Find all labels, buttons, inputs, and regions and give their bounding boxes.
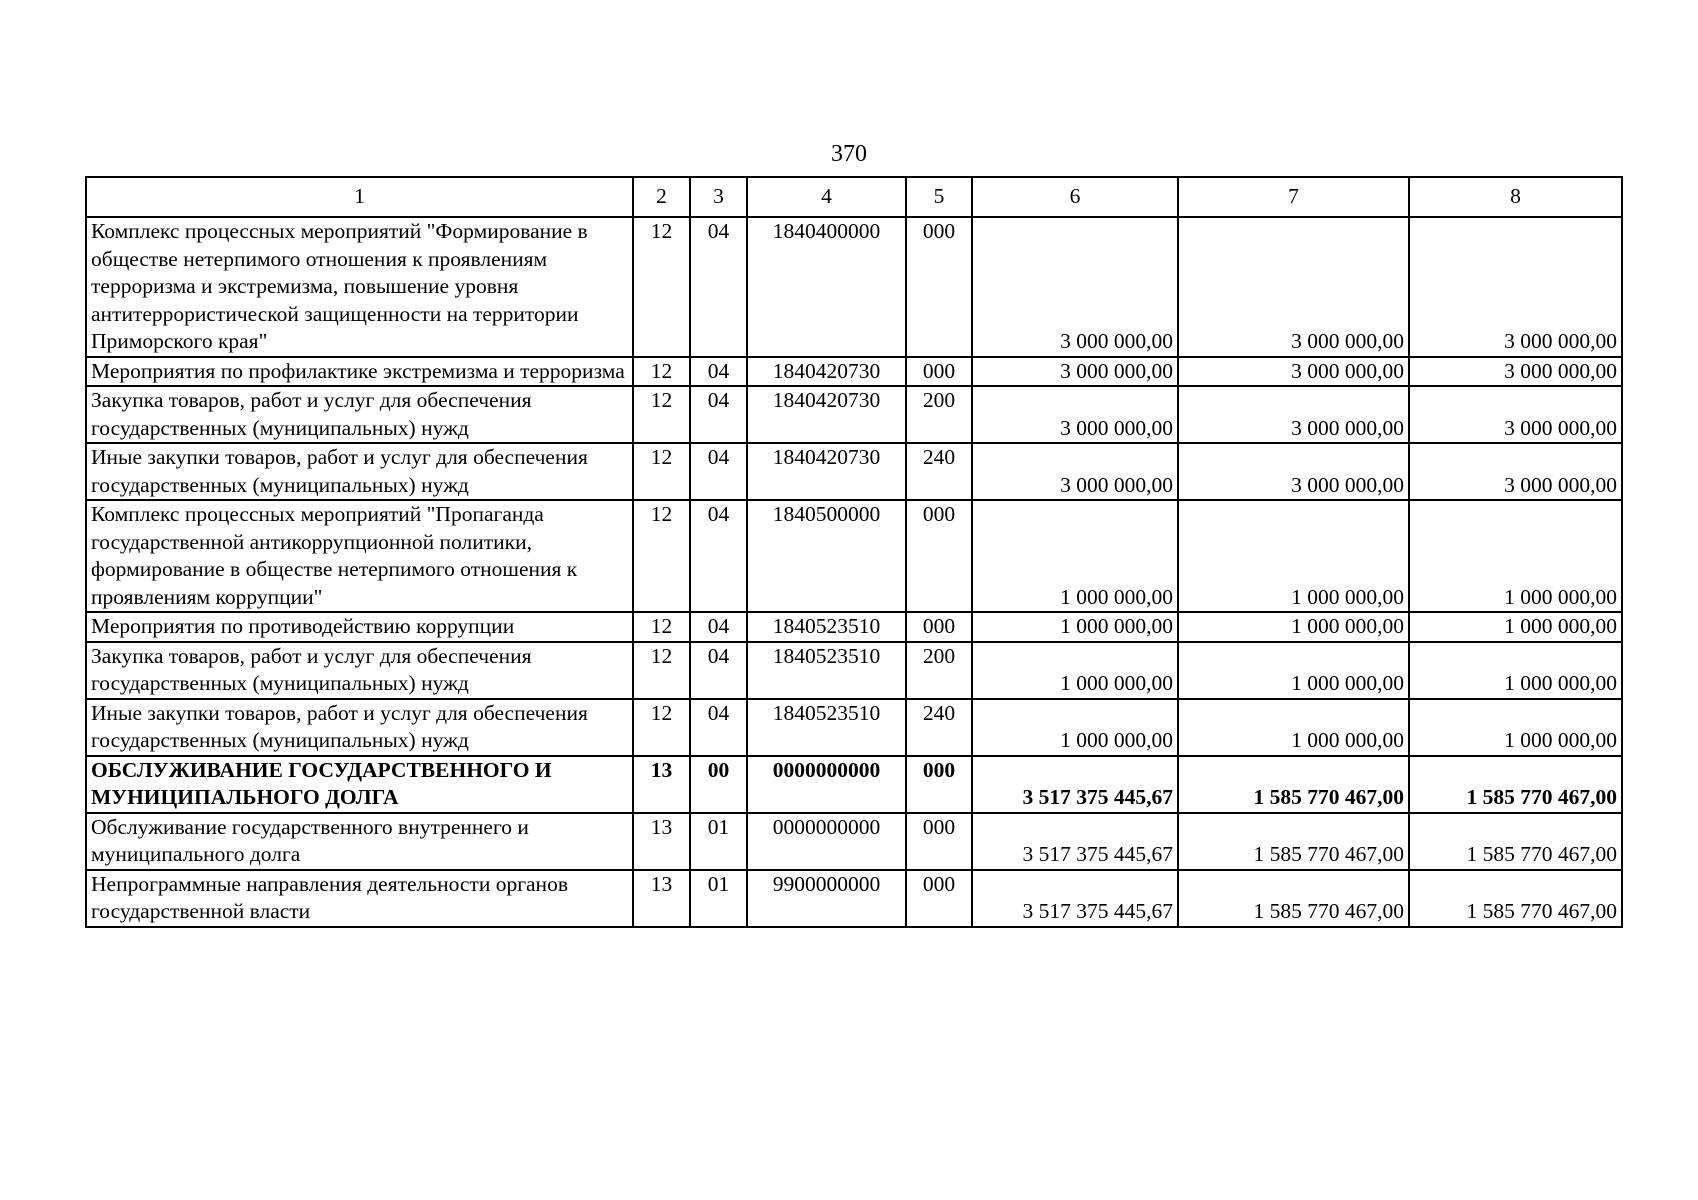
- amount-col-7: 3 000 000,00: [1178, 386, 1409, 443]
- table-row: [86, 813, 1622, 870]
- item-name: Мероприятия по профилактике экстремизма и терроризма: [86, 357, 633, 387]
- subsection-code: 04: [690, 612, 747, 642]
- section-code: 12: [633, 500, 690, 612]
- amount-col-6: 3 517 375 445,67: [972, 870, 1178, 927]
- table-row: [86, 386, 1622, 443]
- amount-col-8: 3 000 000,00: [1409, 443, 1622, 500]
- amount-col-8: 1 585 770 467,00: [1409, 870, 1622, 927]
- subsection-code: 04: [690, 217, 747, 357]
- table-row: [86, 699, 1622, 756]
- expense-type-code: 000: [906, 500, 972, 612]
- amount-col-7: 1 585 770 467,00: [1178, 813, 1409, 870]
- section-code: 12: [633, 642, 690, 699]
- amount-col-7: 1 000 000,00: [1178, 699, 1409, 756]
- section-code: 12: [633, 699, 690, 756]
- header-cell: 3: [690, 177, 747, 217]
- amount-col-6: 1 000 000,00: [972, 642, 1178, 699]
- amount-col-8: 3 000 000,00: [1409, 386, 1622, 443]
- expense-type-code: 000: [906, 756, 972, 813]
- target-article-code: 1840523510: [747, 612, 906, 642]
- item-name: Закупка товаров, работ и услуг для обеспечения государственных (муниципальных) нужд: [86, 642, 633, 699]
- item-name: Непрограммные направления деятельности органов государственной власти: [86, 870, 633, 927]
- target-article-code: 1840400000: [747, 217, 906, 357]
- expense-type-code: 240: [906, 443, 972, 500]
- subsection-code: 04: [690, 642, 747, 699]
- item-name: Обслуживание государственного внутреннего и муниципального долга: [86, 813, 633, 870]
- amount-col-7: 3 000 000,00: [1178, 217, 1409, 357]
- expense-type-code: 000: [906, 813, 972, 870]
- table-row: [86, 500, 1622, 612]
- subsection-code: 04: [690, 386, 747, 443]
- amount-col-7: 3 000 000,00: [1178, 443, 1409, 500]
- expense-type-code: 200: [906, 642, 972, 699]
- table-row: [86, 870, 1622, 927]
- section-code: 13: [633, 870, 690, 927]
- expense-type-code: 000: [906, 217, 972, 357]
- subsection-code: 04: [690, 443, 747, 500]
- amount-col-8: 1 000 000,00: [1409, 500, 1622, 612]
- target-article-code: 0000000000: [747, 756, 906, 813]
- page-number: 370: [831, 141, 867, 167]
- target-article-code: 1840420730: [747, 386, 906, 443]
- section-code: 12: [633, 357, 690, 387]
- amount-col-6: 3 000 000,00: [972, 443, 1178, 500]
- table-row: [86, 357, 1622, 387]
- target-article-code: 0000000000: [747, 813, 906, 870]
- expense-type-code: 240: [906, 699, 972, 756]
- budget-table: [85, 176, 1623, 928]
- amount-col-7: 1 000 000,00: [1178, 642, 1409, 699]
- amount-col-7: 1 000 000,00: [1178, 500, 1409, 612]
- header-cell: 7: [1178, 177, 1409, 217]
- table-row: [86, 642, 1622, 699]
- amount-col-7: 1 585 770 467,00: [1178, 756, 1409, 813]
- header-cell: 6: [972, 177, 1178, 217]
- table-row: [86, 217, 1622, 357]
- amount-col-8: 1 585 770 467,00: [1409, 813, 1622, 870]
- item-name: Иные закупки товаров, работ и услуг для обеспечения государственных (муниципальных) нужд: [86, 443, 633, 500]
- target-article-code: 1840420730: [747, 357, 906, 387]
- target-article-code: 9900000000: [747, 870, 906, 927]
- amount-col-8: 1 000 000,00: [1409, 699, 1622, 756]
- expense-type-code: 000: [906, 612, 972, 642]
- target-article-code: 1840523510: [747, 699, 906, 756]
- table-row: [86, 756, 1622, 813]
- header-cell: 1: [86, 177, 633, 217]
- header-cell: 5: [906, 177, 972, 217]
- item-name: Мероприятия по противодействию коррупции: [86, 612, 633, 642]
- subsection-code: 04: [690, 357, 747, 387]
- target-article-code: 1840523510: [747, 642, 906, 699]
- target-article-code: 1840420730: [747, 443, 906, 500]
- header-row: [86, 177, 1622, 217]
- table-row: [86, 443, 1622, 500]
- subsection-code: 04: [690, 500, 747, 612]
- amount-col-6: 1 000 000,00: [972, 612, 1178, 642]
- section-code: 12: [633, 443, 690, 500]
- amount-col-6: 3 517 375 445,67: [972, 756, 1178, 813]
- item-name: Комплекс процессных мероприятий "Пропаганда государственной антикоррупционной политики, формирование в обществе нетерпимого отношения к проявлениям коррупции": [86, 500, 633, 612]
- table-row: [86, 612, 1622, 642]
- subsection-code: 04: [690, 699, 747, 756]
- amount-col-6: 3 000 000,00: [972, 386, 1178, 443]
- subsection-code: 01: [690, 813, 747, 870]
- amount-col-6: 1 000 000,00: [972, 699, 1178, 756]
- header-cell: 4: [747, 177, 906, 217]
- amount-col-8: 3 000 000,00: [1409, 357, 1622, 387]
- section-code: 13: [633, 756, 690, 813]
- amount-col-8: 1 585 770 467,00: [1409, 756, 1622, 813]
- expense-type-code: 000: [906, 357, 972, 387]
- item-name: Закупка товаров, работ и услуг для обеспечения государственных (муниципальных) нужд: [86, 386, 633, 443]
- subsection-code: 00: [690, 756, 747, 813]
- amount-col-8: 3 000 000,00: [1409, 217, 1622, 357]
- amount-col-7: 1 000 000,00: [1178, 612, 1409, 642]
- amount-col-7: 3 000 000,00: [1178, 357, 1409, 387]
- section-code: 13: [633, 813, 690, 870]
- amount-col-8: 1 000 000,00: [1409, 642, 1622, 699]
- subsection-code: 01: [690, 870, 747, 927]
- header-cell: 8: [1409, 177, 1622, 217]
- item-name: ОБСЛУЖИВАНИЕ ГОСУДАРСТВЕННОГО И МУНИЦИПАЛЬНОГО ДОЛГА: [86, 756, 633, 813]
- amount-col-8: 1 000 000,00: [1409, 612, 1622, 642]
- item-name: Иные закупки товаров, работ и услуг для обеспечения государственных (муниципальных) нужд: [86, 699, 633, 756]
- amount-col-6: 3 000 000,00: [972, 357, 1178, 387]
- amount-col-6: 3 000 000,00: [972, 217, 1178, 357]
- section-code: 12: [633, 217, 690, 357]
- amount-col-6: 3 517 375 445,67: [972, 813, 1178, 870]
- header-cell: 2: [633, 177, 690, 217]
- amount-col-6: 1 000 000,00: [972, 500, 1178, 612]
- expense-type-code: 200: [906, 386, 972, 443]
- amount-col-7: 1 585 770 467,00: [1178, 870, 1409, 927]
- section-code: 12: [633, 386, 690, 443]
- expense-type-code: 000: [906, 870, 972, 927]
- target-article-code: 1840500000: [747, 500, 906, 612]
- section-code: 12: [633, 612, 690, 642]
- item-name: Комплекс процессных мероприятий "Формирование в обществе нетерпимого отношения к проявлениям терроризма и экстремизма, повышение уровня антитеррористической защищенности на территории Приморского края": [86, 217, 633, 357]
